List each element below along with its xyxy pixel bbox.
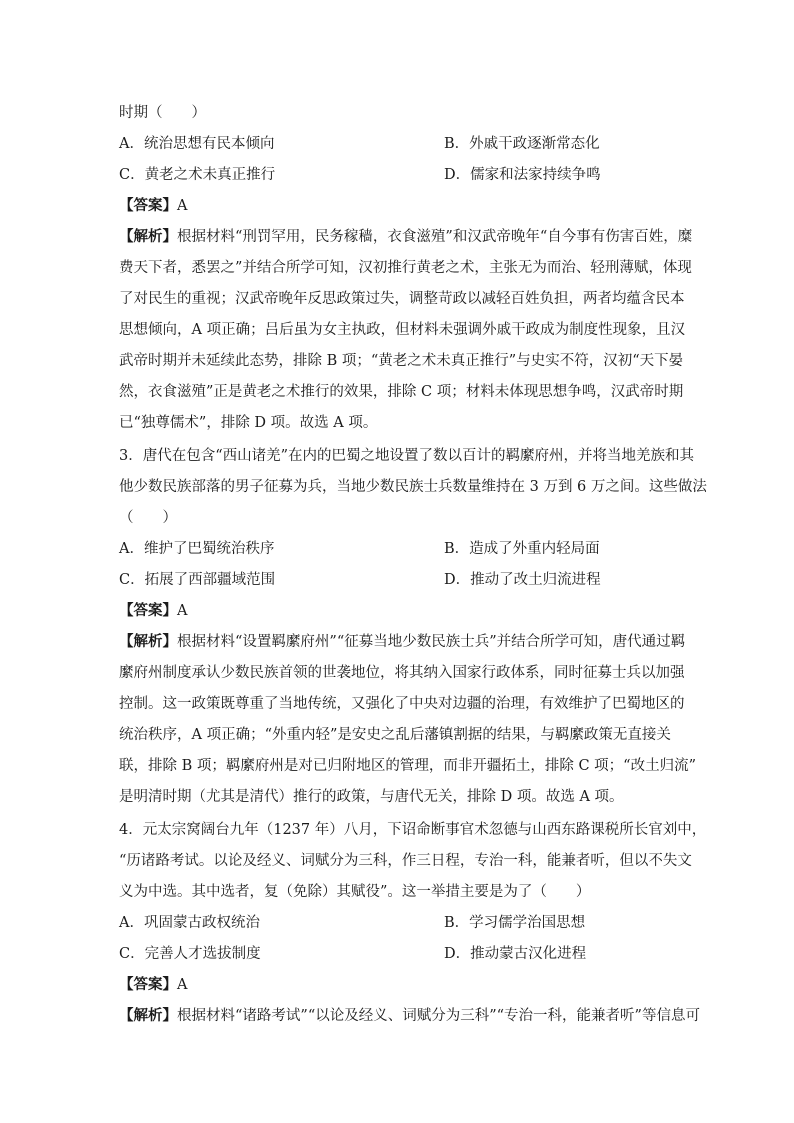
q3-answer-line	[119, 601, 681, 621]
q4-stem-line-2: “历诸路考试。以论及经义、词赋分为三科，作三日程，专治一科，能兼者听，但以不失文	[119, 853, 692, 869]
q4-analysis-text-1: 根据材料“诸路考试”“以论及经义、词赋分为三科”“专治一科，能兼者听”等信息可	[177, 1008, 700, 1024]
q2-analysis-line-6: 然，衣食滋殖”正是黄老之术推行的效果，排除 C 项；材料未体现思想争鸣，汉武帝时期	[119, 384, 684, 400]
q4-option-c: C．完善人才选拔制度	[119, 946, 261, 962]
q2-option-a: A．统治思想有民本倾向	[119, 136, 275, 152]
q3-option-d: D．推动了改土归流进程	[444, 572, 601, 588]
q3-option-c: C．拓展了西部疆域范围	[119, 572, 276, 588]
q3-analysis-line-4: 统治秩序，A 项正确；“外重内轻”是安史之乱后藩镇割据的结果，与羁縻政策无直接关	[119, 727, 671, 743]
q3-analysis-line-2: 縻府州制度承认少数民族首领的世袭地位，将其纳入国家行政体系，同时征募士兵以加强	[119, 665, 685, 681]
q4-answer-line	[119, 975, 681, 995]
q2-analysis-text-1: 根据材料“刑罚罕用，民务稼穑，衣食滋殖”和汉武帝晚年“自今事有伤害百姓，糜	[177, 229, 693, 245]
q2-option-d: D．儒家和法家持续争鸣	[444, 167, 601, 183]
q3-analysis-tag: 【解析】	[119, 633, 177, 650]
q2-analysis-line-7: 已“独尊儒术”，排除 D 项。故选 A 项。	[119, 415, 378, 431]
q2-analysis-tag: 【解析】	[119, 228, 177, 245]
q4-analysis-line-1	[119, 1006, 700, 1026]
q4-analysis-tag: 【解析】	[119, 1007, 177, 1024]
q3-option-b: B．造成了外重内轻局面	[444, 541, 600, 557]
q2-answer: A	[177, 198, 188, 214]
q3-stem-line-2: 他少数民族部落的男子征募为兵，当地少数民族士兵数量维持在 3 万到 6 万之间。这些做法	[119, 479, 707, 495]
q3-analysis-line-6: 是明清时期（尤其是清代）推行的政策，与唐代无关，排除 D 项。故选 A 项。	[119, 789, 624, 805]
q3-analysis-line-3: 控制。这一政策既尊重了当地传统，又强化了中央对边疆的治理，有效维护了巴蜀地区的	[119, 696, 685, 712]
q4-answer: A	[177, 977, 188, 993]
q4-stem-line-3: 义为中选。其中选者，复（免除）其赋役”。这一举措主要是为了（ ）	[119, 884, 591, 900]
q2-analysis-line-2: 费天下者，悉罢之”并结合所学可知，汉初推行黄老之术，主张无为而治、轻刑薄赋，体现	[119, 260, 692, 276]
q3-answer: A	[177, 603, 188, 619]
q3-analysis-line-5: 联，排除 B 项；羁縻府州是对已归附地区的管理，而非开疆拓土，排除 C 项；“改土归流”	[119, 758, 697, 774]
q2-option-c: C．黄老之术未真正推行	[119, 167, 276, 183]
q3-analysis-text-1: 根据材料“设置羁縻府州”“征募当地少数民族士兵”并结合所学可知，唐代通过羁	[177, 634, 686, 650]
q2-analysis-line-1	[119, 227, 693, 247]
question-2-stem-tail: 时期（ ）	[119, 105, 206, 121]
q4-option-b: B．学习儒学治国思想	[444, 915, 586, 931]
q4-answer-tag: 【答案】	[119, 976, 177, 993]
q4-option-d: D．推动蒙古汉化进程	[444, 946, 587, 962]
q4-stem-line-1: 4．元太宗窝阔台九年（1237 年）八月，下诏命断事官术忽德与山西东路课税所长官刘中，	[119, 822, 707, 838]
q3-stem-line-3: （ ）	[119, 510, 177, 526]
q3-analysis-line-1	[119, 632, 686, 652]
q3-stem-line-1: 3．唐代在包含“西山诸羌”在内的巴蜀之地设置了数以百计的羁縻府州，并将当地羌族和其	[119, 448, 695, 464]
q3-option-a: A．维护了巴蜀统治秩序	[119, 541, 275, 557]
q2-answer-tag: 【答案】	[119, 197, 177, 214]
q2-analysis-line-4: 思想倾向，A 项正确；吕后虽为女主执政，但材料未强调外戚干政成为制度性现象，且汉	[119, 322, 686, 338]
q2-option-b: B．外戚干政逐渐常态化	[444, 136, 600, 152]
q2-analysis-line-3: 了对民生的重视；汉武帝晚年反思政策过失，调整苛政以减轻百姓负担，两者均蕴含民本	[119, 291, 685, 307]
q2-analysis-line-5: 武帝时期并未延续此态势，排除 B 项；“黄老之术未真正推行”与史实不符，汉初“天下晏	[119, 353, 684, 369]
q4-option-a: A．巩固蒙古政权统治	[119, 915, 260, 931]
q3-answer-tag: 【答案】	[119, 602, 177, 619]
q2-answer-line	[119, 196, 681, 216]
